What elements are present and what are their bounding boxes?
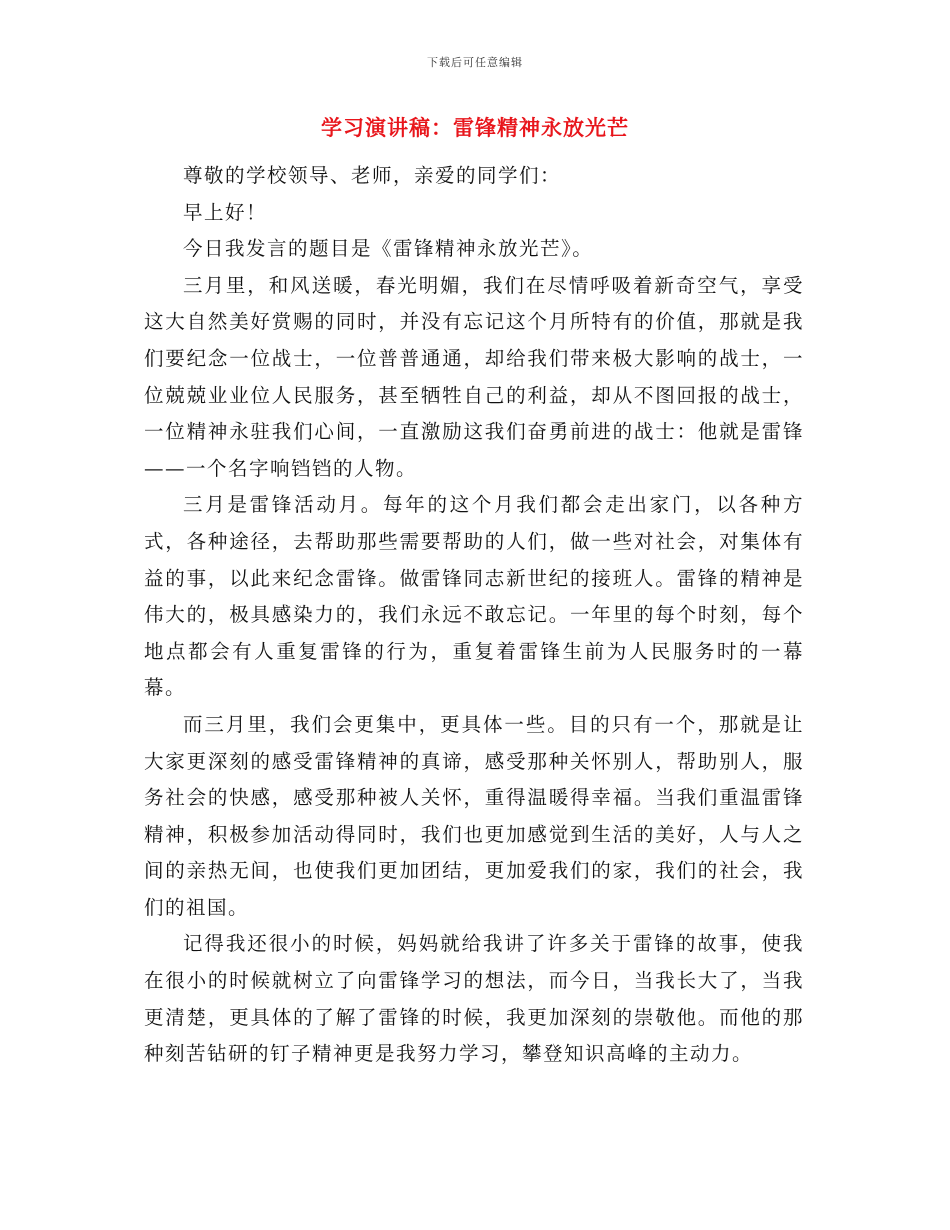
- document-body: [144, 158, 804, 1073]
- salutation: 尊敬的学校领导、老师，亲爱的同学们：: [183, 164, 562, 187]
- paragraph: 记得我还很小的时候，妈妈就给我讲了许多关于雷锋的故事，使我在很小的时候就树立了向雷锋学习的想法，而今日，当我长大了，当我更清楚，更具体的了解了雷锋的时候，我更加深刻的崇敬他。而他的那种刻苦钻研的钉子精神更是我努力学习，攀登知识高峰的主动力。: [144, 932, 804, 1066]
- greeting: 早上好！: [183, 200, 268, 224]
- paragraph: 今日我发言的题目是《雷锋精神永放光芒》。: [183, 237, 594, 261]
- header-note: 下载后可任意编辑: [427, 56, 523, 69]
- paragraph: 三月里，和风送暖，春光明媚，我们在尽情呼吸着新奇空气，享受这大自然美好赏赐的同时，并没有忘记这个月所特有的价值，那就是我们要纪念一位战士，一位普普通通，却给我们带来极大影响的战士，一位兢兢业业位人民服务，甚至牺牲自己的利益，却从不图回报的战士，一位精神永驻我们心间，一直激励这我们奋勇前进的战士：他就是雷锋——一个名字响铛铛的人物。: [144, 273, 804, 480]
- paragraph: 三月是雷锋活动月。每年的这个月我们都会走出家门，以各种方式，各种途径，去帮助那些需要帮助的人们，做一些对社会，对集体有益的事，以此来纪念雷锋。做雷锋同志新世纪的接班人。雷锋的精神是伟大的，极具感染力的，我们永远不敢忘记。一年里的每个时刻，每个地点都会有人重复雷锋的行为，重复着雷锋生前为人民服务时的一幕幕。: [144, 493, 804, 700]
- paragraph: 而三月里，我们会更集中，更具体一些。目的只有一个，那就是让大家更深刻的感受雷锋精神的真谛，感受那种关怀别人，帮助别人，服务社会的快感，感受那种被人关怀，重得温暖得幸福。当我们重温雷锋精神，积极参加活动得同时，我们也更加感觉到生活的美好，人与人之间的亲热无间，也使我们更加团结，更加爱我们的家，我们的社会，我们的祖国。: [144, 712, 804, 919]
- document-title: 学习演讲稿：雷锋精神永放光芒: [321, 116, 629, 140]
